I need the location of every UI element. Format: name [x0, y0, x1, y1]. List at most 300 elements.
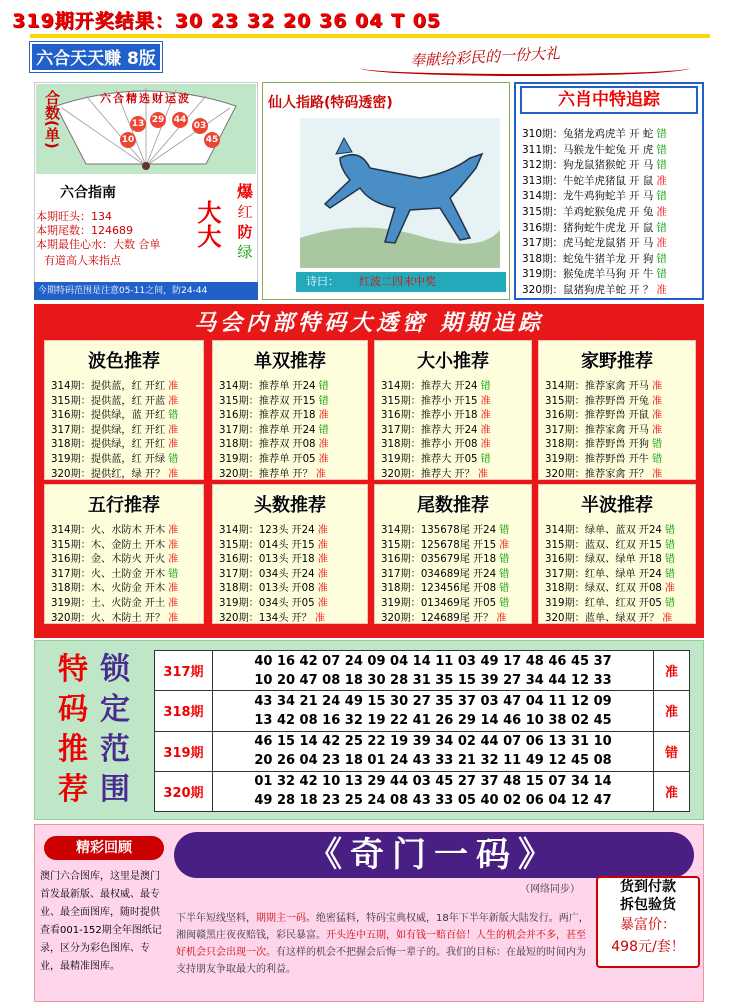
lock-line: 10 20 47 08 18 30 28 31 35 15 39 27 34 44 12 33: [254, 672, 612, 688]
review-text: 澳门六合图库，这里是澳门首发最新版、最权威、最专业、最全面图库，随时提供查看001-152期全年图纸记录，区分为彩色图库、专业，最精准图库。: [40, 871, 162, 972]
tip-draw: 开15: [292, 395, 316, 407]
tip-result: 准: [317, 539, 328, 551]
tip-row: [381, 536, 509, 551]
tip-draw: 开？: [144, 612, 166, 624]
tip-row: [219, 406, 329, 421]
side-word: 防: [237, 223, 253, 241]
tip-draw: 开08: [454, 439, 478, 451]
tip-draw: 开马: [628, 381, 649, 392]
tip-pick: 314期：135678尾: [381, 525, 470, 536]
tip-result: 准: [651, 410, 663, 422]
tip-row: [545, 465, 662, 480]
tip-row: [545, 450, 662, 465]
tip-row: [381, 406, 491, 421]
tip-draw: 开蓝: [144, 395, 166, 407]
tip-row: [51, 536, 178, 551]
tip-result: 准: [664, 583, 676, 595]
tip-draw: 开08: [638, 583, 662, 595]
tip-pick: 319期：推荐野兽: [545, 454, 626, 465]
tip-pick: 317期：推荐大: [381, 424, 452, 436]
tip-draw: 开马: [628, 424, 649, 436]
zodiac-row: [522, 173, 667, 188]
lock-period: 319期: [155, 731, 213, 771]
tip-pick: 316期：013头: [219, 554, 289, 566]
tip-row: [219, 594, 328, 609]
tip-pick: 316期：金、木防火: [51, 554, 142, 566]
tip-pick: 319期：红单、红双: [545, 598, 636, 609]
lock-char: 范: [100, 732, 130, 767]
price-block: [600, 914, 696, 958]
zodiac-result: 错: [656, 128, 667, 140]
tip-draw: 开？: [144, 468, 166, 480]
tip-pick: 318期：123456尾: [381, 583, 470, 595]
slogan: 奉献给彩民的一份大礼: [409, 44, 561, 70]
tip-pick: 314期：提供蓝，红: [51, 381, 142, 392]
zodiac-result: 准: [656, 284, 667, 296]
tip-row: [219, 377, 329, 392]
tip-draw: 开红: [144, 410, 166, 422]
zodiac-result: 准: [656, 206, 667, 218]
poem-bar: [296, 272, 506, 292]
lock-result: 准: [654, 691, 690, 731]
tip-pick: 319期：提供蓝，红: [51, 454, 142, 465]
tip-row: [381, 594, 509, 609]
tip-result: 准: [168, 468, 179, 480]
tip-row: [381, 550, 509, 565]
lock-char: 码: [58, 692, 88, 727]
tip-draw: 开15: [454, 395, 478, 407]
lock-char: 特: [58, 652, 88, 687]
tip-row: [545, 435, 662, 450]
tip-result: 准: [496, 612, 507, 624]
tip-draw: 开红: [144, 424, 166, 436]
tip-pick: 317期：提供绿，红: [51, 424, 142, 436]
zodiac-row: [522, 204, 667, 219]
tip-result: 准: [168, 525, 179, 536]
tip-pick: 315期：蓝双、红双: [545, 539, 636, 551]
lock-period: 320期: [155, 771, 213, 811]
lock-row: [155, 651, 690, 691]
tip-draw: 开08: [291, 583, 315, 595]
tip-result: 准: [168, 439, 179, 451]
guide-tip: 有道高人来指点: [44, 254, 121, 267]
tip-draw: 开05: [472, 598, 497, 609]
tip-result: 错: [651, 454, 663, 465]
tip-result: 准: [168, 395, 179, 407]
guide-line: 本期最佳心水：大数 合单: [36, 238, 161, 251]
tip-row: [381, 565, 509, 580]
tip-result: 准: [480, 424, 491, 436]
desc-tail: 有这样的机会不把握会后悔一辈子的。我们的目标：在最短的时间内为支持朋友争取最大的利益。: [176, 947, 586, 975]
zodiac-row: [522, 157, 667, 172]
side-word: 爆: [236, 182, 253, 201]
tip-result: 错: [499, 525, 510, 536]
tip-pick: 318期：木、火防金: [51, 583, 142, 595]
tip-pick: 314期：推荐大: [381, 381, 452, 392]
tip-pick: 317期：红单、绿单: [545, 568, 636, 580]
tip-result: 准: [662, 612, 673, 624]
tip-row: [545, 594, 675, 609]
tip-row: [545, 521, 675, 536]
zodiac-row: [522, 266, 667, 281]
tip-result: 准: [651, 395, 663, 407]
zodiac-draw: 开 马: [629, 159, 654, 172]
tip-row: [545, 377, 662, 392]
zodiac-pick: 316期：猪狗蛇牛虎龙: [522, 221, 627, 234]
tip-row: [545, 536, 675, 551]
zodiac-draw: 开 兔: [629, 206, 654, 218]
tip-result: 准: [651, 424, 663, 436]
tip-row: [545, 565, 675, 580]
guide-footer: 今期特码范围是注意05-11之间，防24-44: [34, 282, 258, 300]
tip-draw: 开05: [292, 454, 316, 465]
tip-row: [381, 377, 491, 392]
tip-row: [381, 392, 491, 407]
tip-pick: 320期：蓝单、绿双: [545, 612, 636, 624]
tip-row: [381, 421, 491, 436]
tip-row: [51, 565, 178, 580]
tip-draw: 开狗: [628, 439, 649, 451]
tip-panel-title: 大小推荐: [417, 351, 489, 372]
tip-draw: 开18: [454, 410, 478, 422]
fan-ball: 03: [192, 118, 208, 134]
lock-line: 43 34 21 24 49 15 30 27 35 37 03 47 04 11 12 09: [254, 693, 612, 709]
zodiac-row: [522, 235, 667, 250]
tip-row: [381, 609, 506, 624]
tip-row: [381, 579, 509, 594]
zodiac-pick: 320期：鼠猪狗虎羊蛇: [522, 284, 627, 296]
tip-pick: 319期：034头: [219, 598, 289, 609]
tip-row: [219, 435, 329, 450]
lock-char: 围: [100, 772, 130, 807]
zodiac-row: [522, 220, 667, 235]
tip-result: 错: [499, 583, 510, 595]
tip-pick: 317期：推荐单: [219, 424, 290, 436]
lock-numbers: [213, 731, 654, 771]
tip-panel: [212, 484, 368, 624]
guide-line: 本期旺头：134: [36, 210, 112, 223]
lock-line: 01 32 42 10 13 29 44 03 45 27 37 48 15 07 34 14: [254, 774, 612, 790]
zodiac-pick: 319期：猴兔虎羊马狗: [522, 268, 627, 281]
tip-result: 准: [318, 410, 329, 422]
source-note: （网络同步）: [520, 884, 580, 895]
tip-result: 错: [499, 554, 510, 566]
tip-draw: 开05: [291, 598, 315, 609]
lock-char: 推: [58, 732, 88, 767]
zodiac-pick: 314期：龙牛鸡狗蛇羊: [522, 190, 627, 203]
zodiac-draw: 开 马: [629, 237, 654, 250]
tip-result: 准: [317, 554, 328, 566]
tip-pick: 315期：提供蓝，红: [51, 395, 142, 407]
tip-row: [219, 536, 328, 551]
tip-pick: 320期：124689尾: [381, 612, 470, 624]
tip-result: 准: [168, 598, 179, 609]
tip-row: [51, 450, 178, 465]
desc-prefix: 下半年短线坚料，: [176, 913, 256, 924]
tip-result: 错: [318, 424, 329, 436]
tip-draw: 开24: [638, 525, 662, 536]
tip-pick: 318期：绿双、红双: [545, 583, 636, 595]
tip-result: 准: [477, 468, 488, 480]
tip-pick: 316期：绿双、绿单: [545, 554, 636, 566]
tip-row: [219, 465, 326, 480]
tip-draw: 开24: [291, 568, 315, 580]
lock-numbers: [213, 691, 654, 731]
tip-row: [51, 579, 178, 594]
tip-pick: 315期：014头: [219, 539, 289, 551]
buy-lines: [600, 878, 696, 914]
tip-draw: 开24: [638, 568, 662, 580]
lock-row: [155, 691, 690, 731]
tip-result: 错: [168, 410, 179, 422]
tip-draw: 开？: [638, 612, 660, 624]
tip-result: 错: [664, 525, 676, 536]
tip-row: [381, 435, 491, 450]
lock-table: [154, 650, 690, 812]
tip-row: [51, 609, 178, 624]
tip-draw: 开05: [638, 598, 662, 609]
tip-result: 准: [317, 525, 328, 536]
tip-panel-title: 单双推荐: [254, 351, 326, 372]
zodiac-pick: 318期：蛇兔牛猪羊龙: [522, 252, 627, 265]
tip-pick: 320期：火、木防土: [51, 612, 142, 624]
tip-draw: 开兔: [628, 395, 649, 407]
zodiac-pick: 310期：兔猪龙鸡虎羊: [522, 128, 627, 140]
tip-pick: 320期：推荐家禽: [545, 468, 626, 480]
tip-panel: [538, 340, 696, 480]
tip-row: [219, 392, 329, 407]
zodiac-draw: 开 鼠: [629, 221, 654, 234]
tip-result: 准: [317, 583, 328, 595]
tip-result: 准: [318, 454, 329, 465]
tip-row: [51, 406, 178, 421]
tip-result: 错: [664, 554, 676, 566]
guide-title: 六合指南: [60, 185, 116, 201]
tip-row: [219, 521, 328, 536]
tip-pick: 314期：123头: [219, 525, 289, 536]
tip-row: [545, 392, 662, 407]
zodiac-draw: 开 狗: [629, 252, 654, 265]
lock-result: 错: [654, 731, 690, 771]
desc-middle: 。绝密猛料，特码宝典权威，18年下半年新版大陆发行。两广，湘闽赣黑庄夜夜赔钱，彩民暴富。: [176, 913, 589, 941]
lock-numbers: [213, 651, 654, 691]
tip-row: [545, 550, 675, 565]
tip-row: [219, 421, 329, 436]
zodiac-row: [522, 251, 667, 266]
tip-result: 错: [499, 568, 510, 580]
tip-result: 准: [317, 568, 328, 580]
tip-panel-title: 半波推荐: [581, 495, 653, 516]
tip-result: 错: [480, 454, 491, 465]
lock-char: 荐: [58, 772, 88, 807]
tip-panel: [212, 340, 368, 480]
tip-result: 准: [168, 424, 179, 436]
tip-result: 准: [168, 381, 179, 392]
tip-pick: 314期：绿单、蓝双: [545, 525, 636, 536]
fan-ball: 13: [130, 116, 146, 132]
tip-pick: 320期：推荐大: [381, 468, 452, 480]
tip-draw: 开24: [454, 424, 478, 436]
zodiac-result: 准: [656, 237, 667, 250]
tip-panel: [538, 484, 696, 624]
tip-draw: 开15: [472, 539, 497, 551]
tip-pick: 316期：推荐双: [219, 410, 290, 422]
zodiac-result: 准: [656, 174, 667, 187]
tip-pick: 317期：034689尾: [381, 568, 470, 580]
side-word: 红: [237, 203, 253, 221]
tip-pick: 318期：013头: [219, 583, 289, 595]
lock-left-chars: [58, 650, 88, 810]
buy-line: 货到付款: [620, 879, 676, 895]
lock-line: 49 28 18 23 25 24 08 43 33 05 40 02 06 04 12 47: [254, 793, 612, 809]
tip-draw: 开24: [472, 568, 497, 580]
lock-line: 13 42 08 16 32 19 22 41 26 29 14 46 10 38 02 45: [254, 712, 612, 728]
zodiac-row: [522, 188, 667, 203]
tip-draw: 开绿: [144, 454, 166, 465]
tip-result: 准: [480, 395, 491, 407]
tip-draw: 开？: [472, 612, 494, 624]
zodiac-draw: 开 ？: [629, 284, 654, 296]
dog-illustration: [300, 118, 500, 268]
tip-row: [51, 435, 178, 450]
tip-result: 准: [168, 612, 179, 624]
lock-result: 准: [654, 651, 690, 691]
tip-result: 准: [480, 410, 491, 422]
tip-pick: 319期：推荐大: [381, 454, 452, 465]
tip-pick: 314期：推荐单: [219, 381, 290, 392]
qimen-banner: 《奇门一码》: [174, 832, 694, 878]
tip-row: [219, 579, 328, 594]
price-label: 暴富价：: [620, 917, 676, 933]
tip-panel-title: 尾数推荐: [417, 495, 489, 516]
tip-row: [381, 465, 488, 480]
tip-result: 错: [664, 568, 676, 580]
tip-pick: 318期：提供绿，红: [51, 439, 142, 451]
lock-line: 20 26 04 23 18 01 24 43 33 21 32 11 49 12 45 08: [254, 753, 612, 769]
tip-result: 准: [499, 539, 510, 551]
tip-draw: 开24: [292, 424, 316, 436]
tip-row: [545, 421, 662, 436]
tip-draw: 开火: [144, 554, 166, 566]
tip-pick: 320期：推荐单: [219, 468, 290, 480]
tip-result: 准: [651, 381, 663, 392]
fan-title: 六合精选财运波: [100, 92, 191, 105]
lock-row: [155, 771, 690, 811]
tip-pick: 318期：推荐野兽: [545, 439, 626, 451]
tip-pick: 315期：推荐野兽: [545, 395, 626, 407]
lock-char: 定: [100, 692, 130, 727]
tip-row: [219, 550, 328, 565]
lock-line: 46 15 14 42 25 22 19 39 34 02 44 07 06 13 31 10: [254, 734, 612, 750]
zodiac-title: 六肖中特追踪: [520, 86, 698, 114]
fan-ball: 45: [204, 132, 220, 148]
fan-ball: 44: [172, 112, 188, 128]
lock-period: 317期: [155, 651, 213, 691]
fan-ball: 10: [120, 132, 136, 148]
tip-draw: 开15: [291, 539, 315, 551]
tip-pick: 317期：推荐家禽: [545, 424, 626, 436]
tip-result: 错: [168, 454, 179, 465]
tip-row: [51, 594, 178, 609]
zodiac-result: 错: [656, 268, 667, 281]
tip-row: [545, 406, 662, 421]
tip-pick: 317期：034头: [219, 568, 289, 580]
tip-draw: 开18: [638, 554, 662, 566]
tip-row: [51, 465, 178, 480]
tip-result: 准: [315, 468, 326, 480]
zodiac-draw: 开 马: [629, 190, 654, 203]
tip-pick: 316期：035679尾: [381, 554, 470, 566]
tip-result: 准: [168, 583, 179, 595]
version-badge: 六合天天赚 8版: [30, 42, 162, 72]
lock-char: 锁: [100, 652, 130, 687]
fan-ball: 29: [150, 112, 166, 128]
lock-row: [155, 731, 690, 771]
lock-numbers: [213, 771, 654, 811]
tip-draw: 开木: [144, 539, 166, 551]
tip-result: 错: [168, 568, 179, 580]
tip-draw: 开木: [144, 583, 166, 595]
tip-draw: 开红: [144, 381, 166, 392]
tip-row: [219, 450, 329, 465]
tip-row: [545, 609, 672, 624]
tip-pick: 315期：125678尾: [381, 539, 470, 551]
tip-draw: 开08: [292, 439, 316, 451]
running-dog-image: [300, 118, 500, 268]
tip-panel-title: 头数推荐: [254, 495, 326, 516]
tip-result: 错: [651, 439, 663, 451]
zodiac-pick: 317期：虎马蛇龙鼠猪: [522, 237, 627, 250]
tip-result: 错: [318, 381, 329, 392]
zodiac-pick: 315期：羊鸡蛇猴兔虎: [522, 206, 627, 218]
description: [176, 910, 594, 978]
tip-draw: 开鼠: [628, 410, 649, 422]
tip-pick: 316期：推荐小: [381, 410, 452, 422]
tip-result: 错: [664, 598, 676, 609]
tip-row: [51, 550, 178, 565]
zodiac-draw: 开 鼠: [629, 174, 654, 187]
tip-draw: 开15: [638, 539, 662, 551]
tip-result: 准: [168, 539, 179, 551]
tip-pick: 315期：推荐小: [381, 395, 452, 407]
zodiac-result: 错: [656, 159, 667, 172]
tip-pick: 318期：推荐双: [219, 439, 290, 451]
tip-pick: 319期：土、火防金: [51, 598, 142, 609]
tip-draw: 开24: [291, 525, 315, 536]
guide-side-words: [234, 182, 256, 262]
zodiac-result: 错: [656, 143, 667, 156]
tip-panel-title: 五行推荐: [88, 495, 160, 516]
tip-row: [219, 565, 328, 580]
tip-draw: 开18: [472, 554, 497, 566]
tip-draw: 开土: [144, 598, 166, 609]
tip-pick: 317期：火、土防金: [51, 568, 142, 580]
tip-result: 错: [318, 395, 329, 407]
tip-pick: 315期：木、金防土: [51, 539, 142, 551]
lock-line: 40 16 42 07 24 09 04 14 11 03 49 17 48 46 45 37: [254, 653, 612, 669]
tips-section-title: 马会内部特码大透密 期期追踪: [194, 311, 544, 336]
buy-line: 拆包验货: [620, 897, 676, 913]
tip-pick: 319期：013469尾: [381, 598, 470, 609]
tip-result: 准: [651, 468, 663, 480]
tip-draw: 开24: [454, 381, 478, 392]
tip-result: 准: [168, 554, 179, 566]
tip-draw: 开08: [472, 583, 497, 595]
zodiac-pick: 312期：狗龙鼠猪猴蛇: [522, 159, 627, 172]
tip-pick: 314期：推荐家禽: [545, 381, 626, 392]
tip-panel: [44, 484, 204, 624]
tip-result: 错: [499, 598, 510, 609]
